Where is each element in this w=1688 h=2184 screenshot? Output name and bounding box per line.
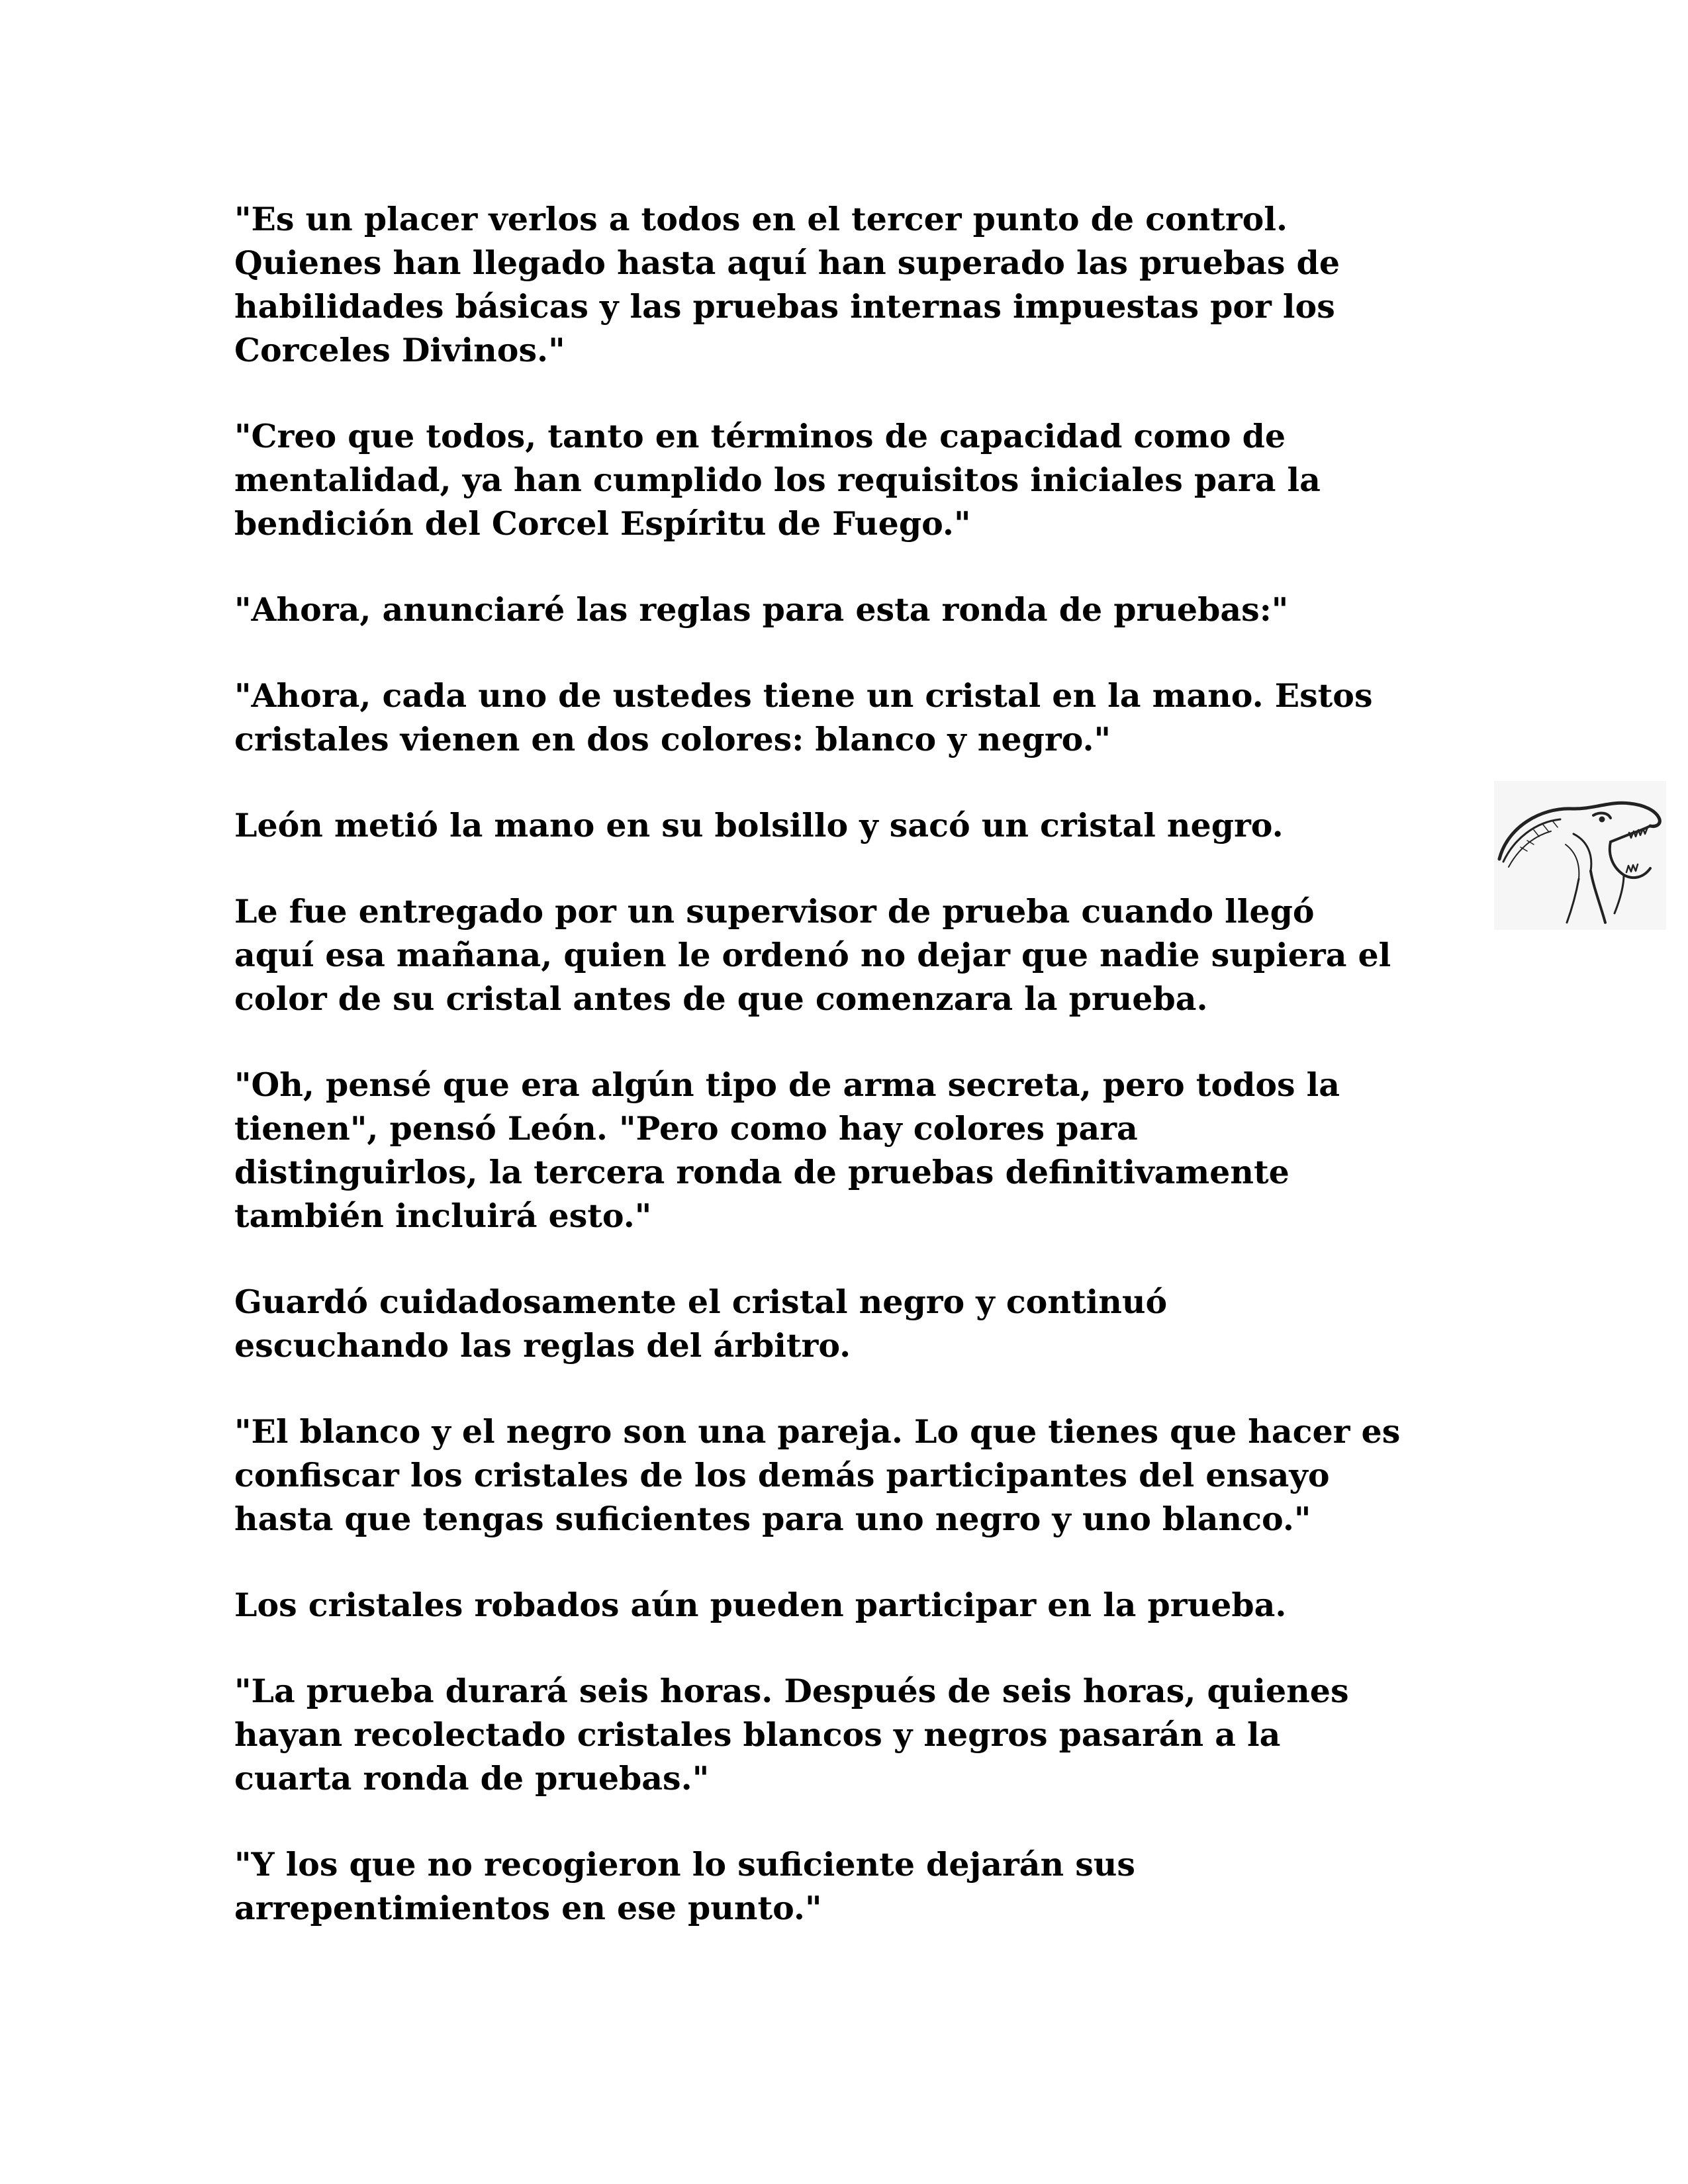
paragraph-8: Guardó cuidadosamente el cristal negro y continuó escuchando las reglas del árbitro.	[234, 1283, 1168, 1365]
dinosaur-head-sketch-icon	[1494, 781, 1666, 930]
paragraph-6: Le fue entregado por un supervisor de prueba cuando llegó aquí esa mañana, quien le ordenó no dejar que nadie supiera el color de su cristal antes de que comenzara la prueba.	[234, 892, 1391, 1018]
body-text	[234, 197, 1492, 1972]
paragraph-3: "Ahora, anunciaré las reglas para esta ronda de pruebas:"	[234, 590, 1289, 629]
paragraph-7: "Oh, pensé que era algún tipo de arma secreta, pero todos la tienen", pensó León. "Pero como hay colores para distinguirlos, la tercera ronda de pruebas definitivamente también incluirá esto."	[234, 1066, 1340, 1235]
paragraph-9: "El blanco y el negro son una pareja. Lo que tienes que hacer es confiscar los cristales de los demás participantes del ensayo hasta que tengas suficientes para uno negro y uno blanco."	[234, 1412, 1401, 1538]
paragraph-1: "Es un placer verlos a todos en el tercer punto de control. Quienes han llegado hasta aquí han superado las pruebas de habilidades básicas y las pruebas internas impuestas por los Corceles Divinos."	[234, 200, 1340, 369]
paragraph-12: "Y los que no recogieron lo suficiente dejarán sus arrepentimientos en ese punto."	[234, 1845, 1136, 1927]
paragraph-2: "Creo que todos, tanto en términos de capacidad como de mentalidad, ya han cumplido los requisitos iniciales para la bendición del Corcel Espíritu de Fuego."	[234, 417, 1321, 543]
paragraph-10: Los cristales robados aún pueden participar en la prueba.	[234, 1586, 1287, 1624]
paragraph-5: León metió la mano en su bolsillo y sacó un cristal negro.	[234, 806, 1284, 844]
paragraph-11: "La prueba durará seis horas. Después de seis horas, quienes hayan recolectado cristales blancos y negros pasarán a la cuarta ronda de pruebas."	[234, 1672, 1349, 1797]
paragraph-4: "Ahora, cada uno de ustedes tiene un cristal en la mano. Estos cristales vienen en dos colores: blanco y negro."	[234, 676, 1373, 758]
